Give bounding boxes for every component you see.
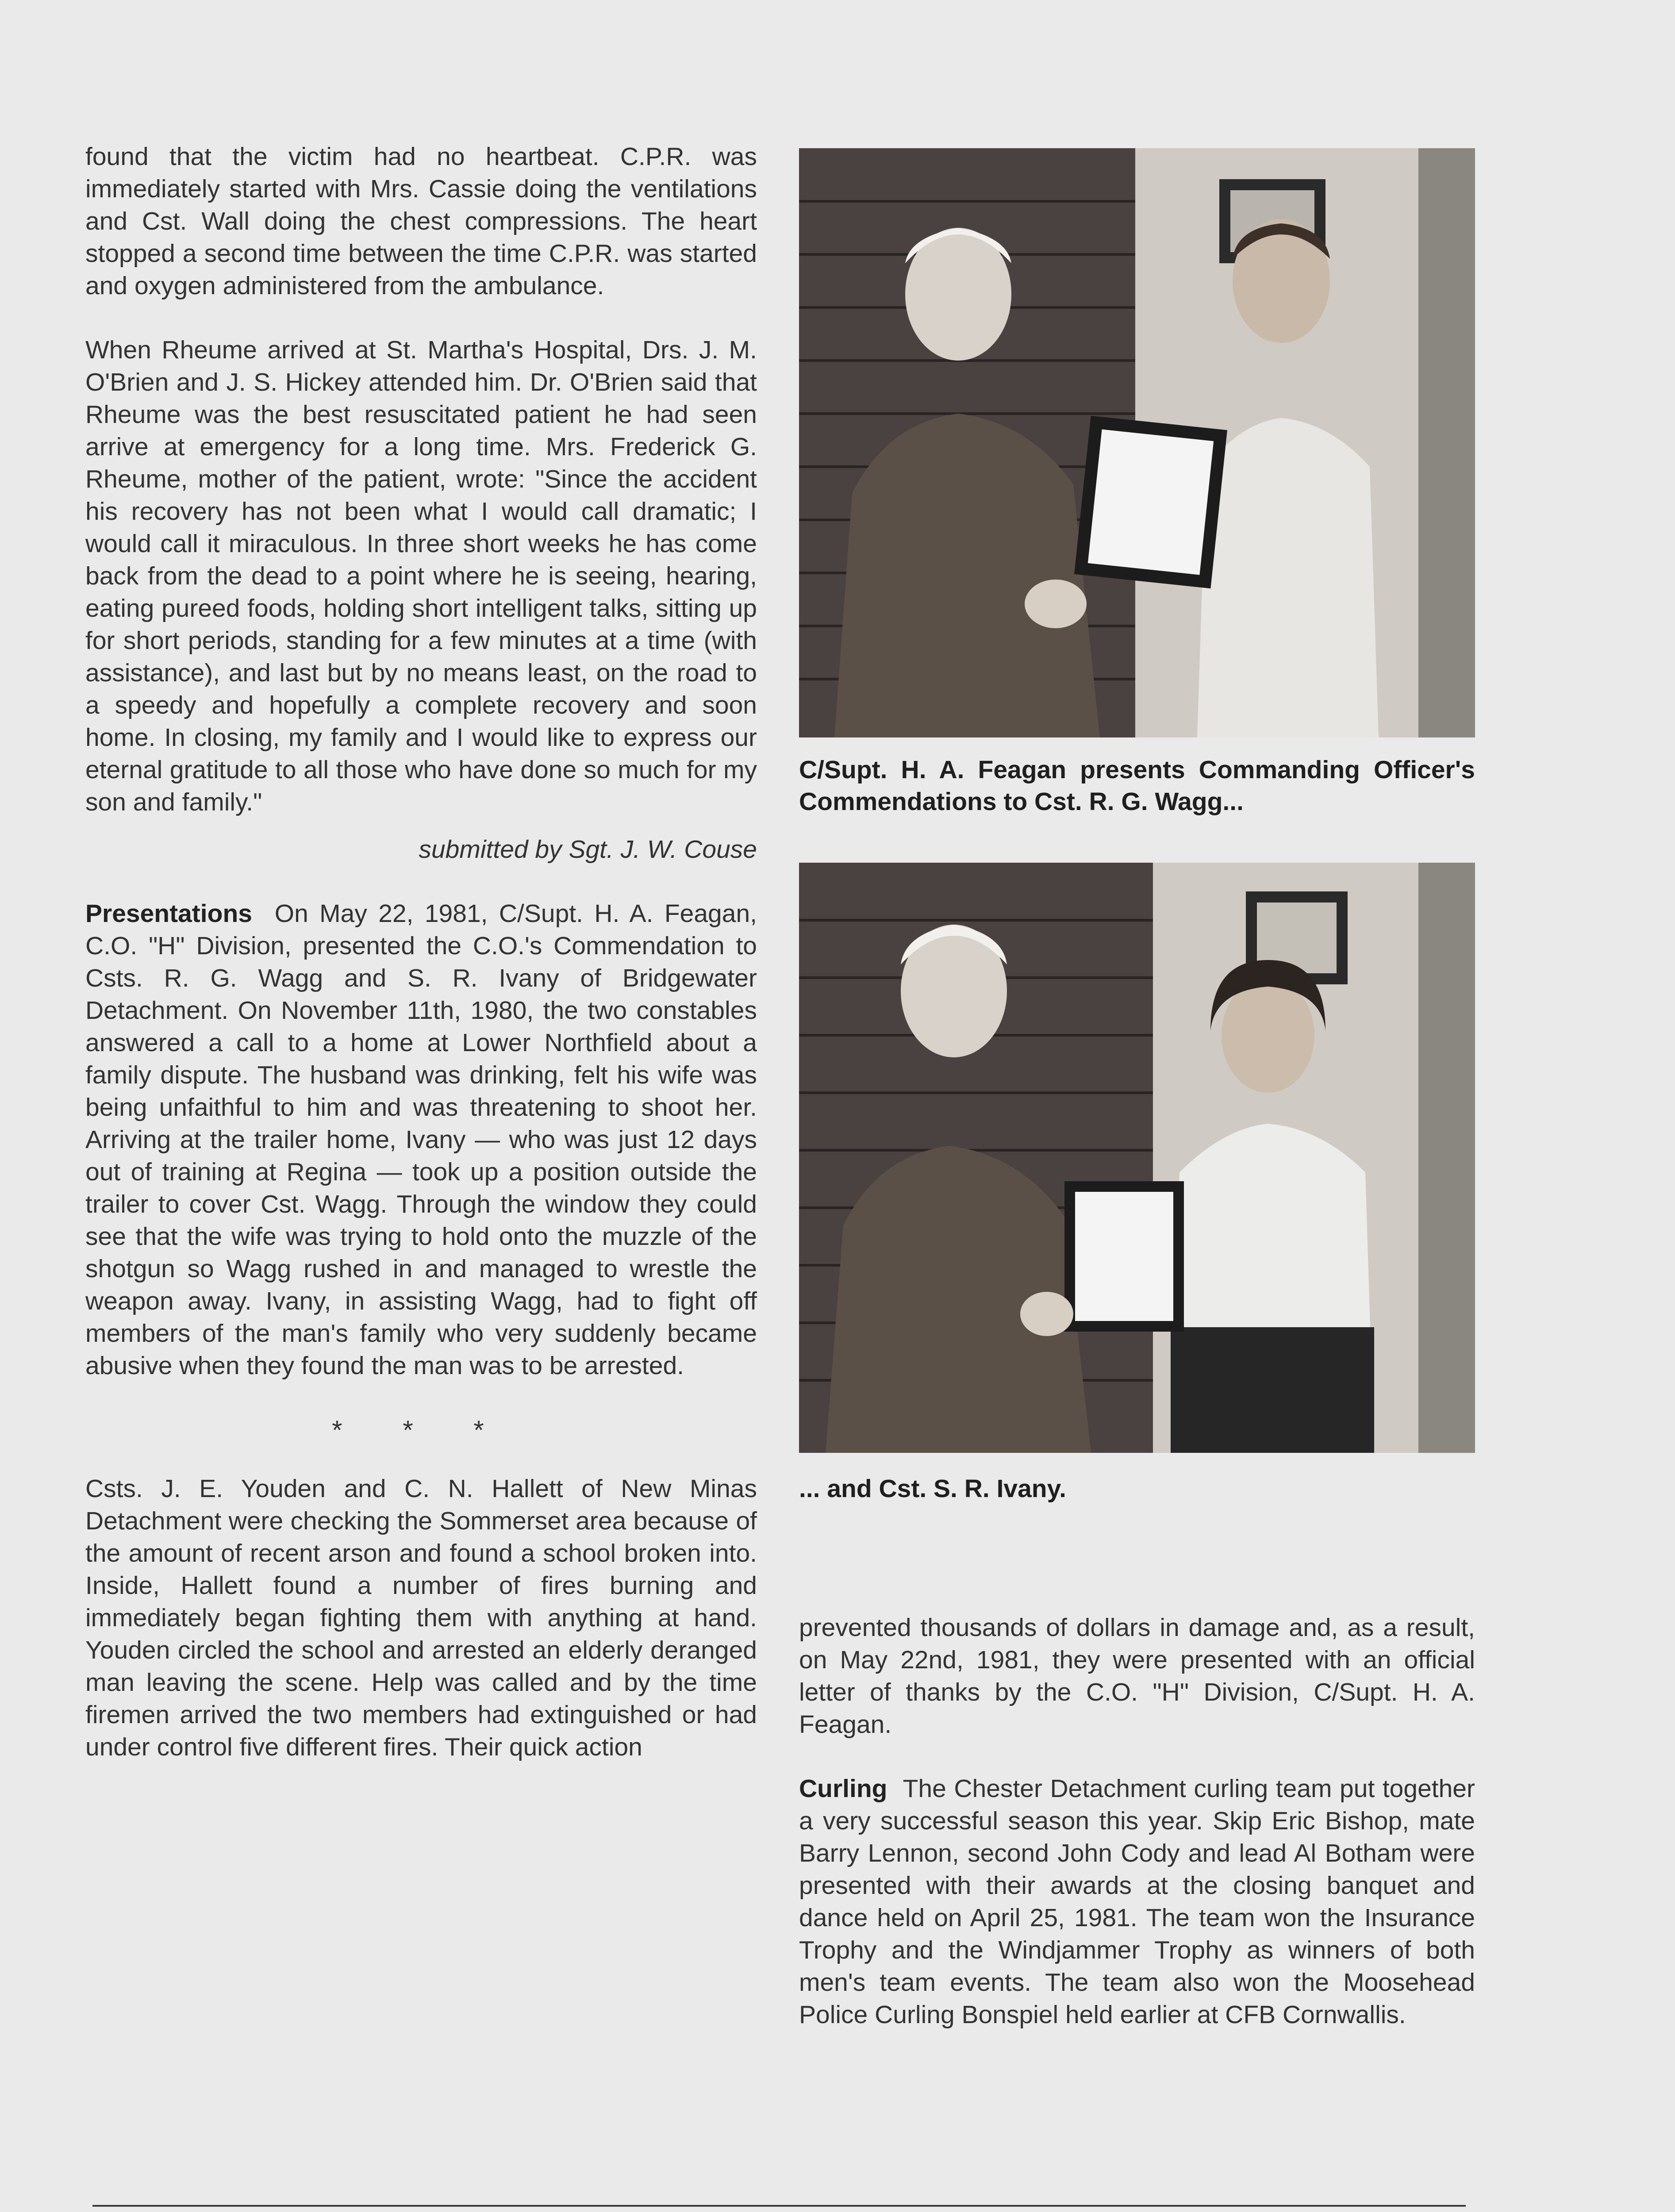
right-column [799, 1612, 1475, 2063]
photo-feagan-ivany [799, 863, 1475, 1453]
photo-caption-1: C/Supt. H. A. Feagan presents Commanding Officer's Commendations to Cst. R. G. Wagg... [799, 756, 1475, 816]
article-paragraph: Csts. J. E. Youden and C. N. Hallett of New Minas Detachment were checking the Sommerset area because of the amount of recent arson and found a school broken into. Inside, Hallett found a number of fires burning and immediately began fighting them with anything at hand. Youden circled the school and arrested an elderly deranged man leaving the scene. Help was called and by the time firemen arrived the two members had extinguished or had under control five different fires. Their quick action [85, 1475, 757, 1761]
photo-feagan-wagg-image [799, 148, 1475, 737]
article-paragraph: prevented thousands of dollars in damage and, as a result, on May 22nd, 1981, they were presented with an official letter of thanks by the C.O. "H" Division, C/Supt. H. A. Feagan. [799, 1613, 1475, 1739]
photo-feagan-wagg [799, 148, 1475, 737]
section-separator: * * * [332, 1415, 511, 1445]
section-heading-curling: Curling [799, 1774, 887, 1803]
presentations-paragraph [85, 898, 757, 1382]
curling-text: The Chester Detachment curling team put together a very successful season this year. Skip Eric Bishop, mate Barry Lennon, second John Cody and lead Al Botham were presented with their awards at the closing banquet and dance held on April 25, 1981. The team won the Insurance Trophy and the Windjammer Trophy as winners of both men's team events. The team also won the Moosehead Police Curling Bonspiel held earlier at CFB Cornwallis. [799, 1774, 1475, 2029]
article-paragraph: found that the victim had no heartbeat. C.P.R. was immediately started with Mrs. Cassie doing the ventilations and Cst. Wall doing the chest compressions. The heart stopped a second time between the time C.P.R. was started and oxygen administered from the ambulance. [85, 142, 757, 300]
footer-divider [92, 2205, 1466, 2207]
section-heading-presentations: Presentations [85, 899, 252, 928]
curling-paragraph [799, 1773, 1475, 2031]
article-byline: submitted by Sgt. J. W. Couse [419, 835, 757, 864]
photo-caption-2: ... and Cst. S. R. Ivany. [799, 1475, 1066, 1503]
presentations-text: On May 22, 1981, C/Supt. H. A. Feagan, C.O. "H" Division, presented the C.O.'s Commendation to Csts. R. G. Wagg and S. R. Ivany of Bridgewater Detachment. On November 11th, 1980, the two constables answered a call to a home at Lower Northfield about a family dispute. The husband was drinking, felt his wife was being unfaithful to him and was threatening to shoot her. Arriving at the trailer home, Ivany — who was just 12 days out of training at Regina — took up a position outside the trailer to cover Cst. Wagg. Through the window they could see that the wife was trying to hold onto the muzzle of the shotgun so Wagg rushed in and managed to wrestle the weapon away. Ivany, in assisting Wagg, had to fight off members of the man's family who very suddenly became abusive when they found the man was to be arrested. [85, 899, 757, 1380]
photo-feagan-ivany-image [799, 863, 1475, 1453]
article-paragraph: When Rheume arrived at St. Martha's Hospital, Drs. J. M. O'Brien and J. S. Hickey attended him. Dr. O'Brien said that Rheume was the best resuscitated patient he had seen arrive at emergency for a long time. Mrs. Frederick G. Rheume, mother of the patient, wrote: "Since the accident his recovery has not been what I would call dramatic; I would call it miraculous. In three short weeks he has come back from the dead to a point where he is seeing, hearing, eating pureed foods, holding short intelligent talks, sitting up for short periods, standing for a few minutes at a time (with assistance), and last but by no means least, on the road to a speedy and hopefully a complete recovery and soon home. In closing, my family and I would like to express our eternal gratitude to all those who have done so much for my son and family." [85, 336, 757, 816]
left-column [85, 141, 757, 1795]
